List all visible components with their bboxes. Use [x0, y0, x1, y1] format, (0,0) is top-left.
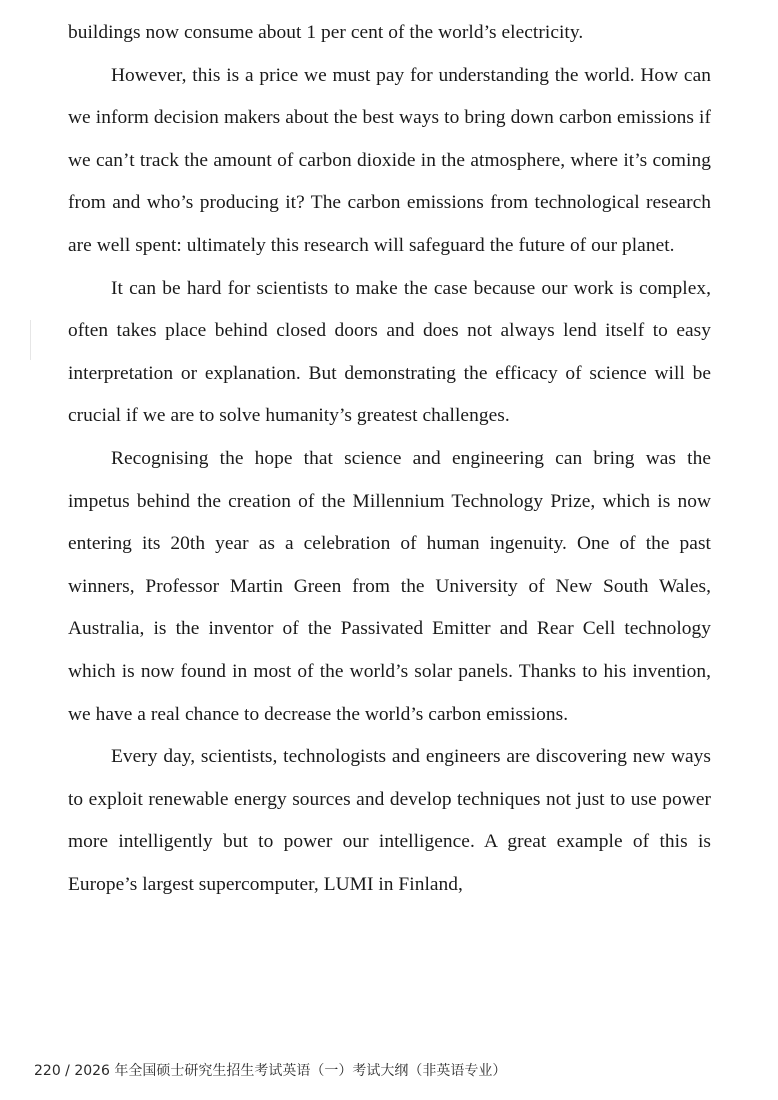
paragraph-5: Every day, scientists, technologists and engineers are discovering new ways to exploit renewable energy sources and develop techniques not just to use power more intelligently but to power our intelligence. A great example of this is Europe’s largest supercomputer, LUMI in Finland, [68, 746, 711, 895]
paragraph-3: It can be hard for scientists to make the case because our work is complex, often takes place behind closed doors and does not always lend itself to easy interpretation or explanation. But demonstrating the efficacy of science will be crucial if we are to solve humanity’s greatest challenges. [68, 277, 711, 427]
paragraph-1-continued: buildings now consume about 1 per cent of the world’s electricity. [68, 22, 584, 43]
paragraph-2: However, this is a price we must pay for understanding the world. How can we inform decision makers about the best ways to bring down carbon emissions if we can’t track the amount of carbon dioxide in the atmosphere, where it’s coming from and who’s producing it? The carbon emissions from technological research are well spent: ultimately this research will safeguard the future of our planet. [68, 64, 711, 256]
page-footer: 220 / 2026 年全国硕士研究生招生考试英语（一）考试大纲（非英语专业） [34, 1063, 507, 1079]
scan-margin-mark [30, 320, 31, 360]
paragraph-4: Recognising the hope that science and engineering can bring was the impetus behind the creation of the Millennium Technology Prize, which is now entering its 20th year as a celebration of human ingenuity. One of the past winners, Professor Martin Green from the University of New South Wales, Australia, is the inventor of the Passivated Emitter and Rear Cell technology which is now found in most of the world’s solar panels. Thanks to his invention, we have a real chance to decrease the world’s carbon emissions. [68, 447, 711, 725]
article-body [68, 12, 711, 906]
